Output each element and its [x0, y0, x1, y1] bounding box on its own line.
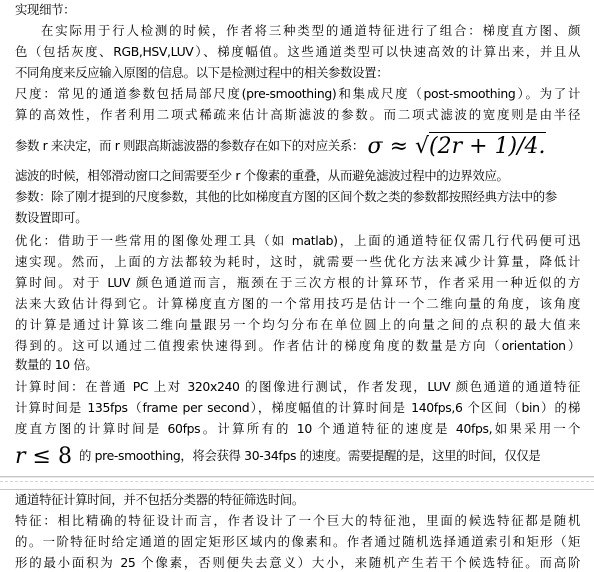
paragraph-line: 尺度：常见的通道参数包括局部尺度(pre-smoothing)和集成尺度（post-smoothing）。为了计 — [15, 86, 580, 101]
leq-symbol: ≤ — [32, 444, 51, 469]
paragraph-line: 的。一阶特征时给定通道的固定矩形区域内的像素和。作者通过随机选择通道索引和矩形（矩 — [15, 534, 580, 549]
formula-line — [15, 446, 540, 467]
r-value: 8 — [57, 444, 72, 469]
sigma-symbol: σ — [367, 134, 383, 159]
paragraph-line: 通道特征计算时间，并不包括分类器的特征筛选时间。 — [15, 492, 304, 507]
paragraph-line: 滤波的时候，相邻滑动窗口之间需要至少 r 个像素的重叠，从而避免滤波过程中的边界效应。 — [15, 168, 509, 183]
paragraph-line: 得到的。这可以通过二值搜索快速得到。作者估计的梯度角度的数量是方向（orientation） — [15, 338, 580, 353]
formula-line — [15, 136, 546, 157]
paragraph-line: 不同角度来反应输入原图的信息。以下是检测过程中的相关参数设置： — [15, 65, 389, 80]
sigma-formula — [368, 134, 546, 159]
r-formula — [15, 444, 79, 469]
paragraph-line: 特征：相比精确的特征设计而言，作者设计了一个巨大的特征池，里面的候选特征都是随机 — [15, 513, 580, 528]
paragraph-line: 法来大致估计得到它。计算梯度直方图的一个常用技巧是估计一个二维向量的角度，该角度 — [15, 296, 580, 311]
paragraph-line: 形的最小面积为 25 个像素，否则便失去意义）大小，来随机产生若干个候选特征。而高阶 — [15, 555, 580, 570]
approx-symbol: ≈ — [389, 134, 409, 159]
radicand: (2r + 1)/4. — [429, 134, 546, 159]
paragraph-line: 速实现。然而，上面的方法都较为耗时，这时，就需要一些优化方法来减少计算量，降低计 — [15, 254, 580, 269]
section-heading: 实现细节： — [15, 2, 76, 17]
paragraph-line: 算的高效性，作者利用二项式稀疏来估计高斯滤波的参数。而二项式滤波的宽度则是由半径 — [15, 107, 580, 122]
paragraph-line: 计算时间是 135fps（frame per second），梯度幅值的计算时间是 140fps,6 个区间（bin）的梯 — [15, 400, 580, 415]
paragraph-line: 参数：除了刚才提到的尺度参数，其他的比如梯度直方图的区间个数之类的参数都按照经典方法中的参 — [15, 189, 557, 204]
paragraph-line: 的 pre-smoothing，将会获得 30-34fps 的速度。需要提醒的是，这里的时间，仅仅是 — [78, 448, 541, 463]
paragraph-line: 的计算是通过计算该二维向量跟另一个均匀分布在单位圆上的向量之间的点积的最大值来 — [15, 317, 580, 332]
page-break — [0, 476, 594, 490]
paragraph-line: 参数 r 来决定，而 r 则跟高斯滤波器的参数存在如下的对应关系： — [15, 138, 364, 153]
paragraph-line: 优化：借助于一些常用的图像处理工具（如 matlab)，上面的通道特征仅需几行代码便可迅 — [15, 233, 580, 248]
paragraph-line: 数设置即可。 — [15, 210, 88, 225]
paragraph-line: 计算时间：在普通 PC 上对 320x240 的图像进行测试，作者发现，LUV 颜色通道的通道特征 — [15, 379, 580, 394]
paragraph-line: 算时间。对于 LUV 颜色通道而言，瓶颈在于三次方根的计算环节，作者采用一种近似的方 — [15, 275, 580, 290]
paragraph-line: 色（包括灰度、RGB,HSV,LUV）、梯度幅值。这些通道类型可以快速高效的计算出来，并且从 — [15, 44, 580, 59]
paragraph-line: 在实际用于行人检测的时候，作者将三种类型的通道特征进行了组合：梯度直方图、颜 — [41, 23, 580, 38]
r-variable: r — [15, 444, 26, 469]
paragraph-line: 度直方图的计算时间是 60fps。计算所有的 10 个通道特征的速度是 40fps,如果采用一个 — [15, 421, 580, 436]
sqrt-expression — [415, 134, 546, 159]
paragraph-line: 数量的 10 倍。 — [15, 357, 98, 372]
sqrt-sign: √ — [415, 134, 430, 159]
